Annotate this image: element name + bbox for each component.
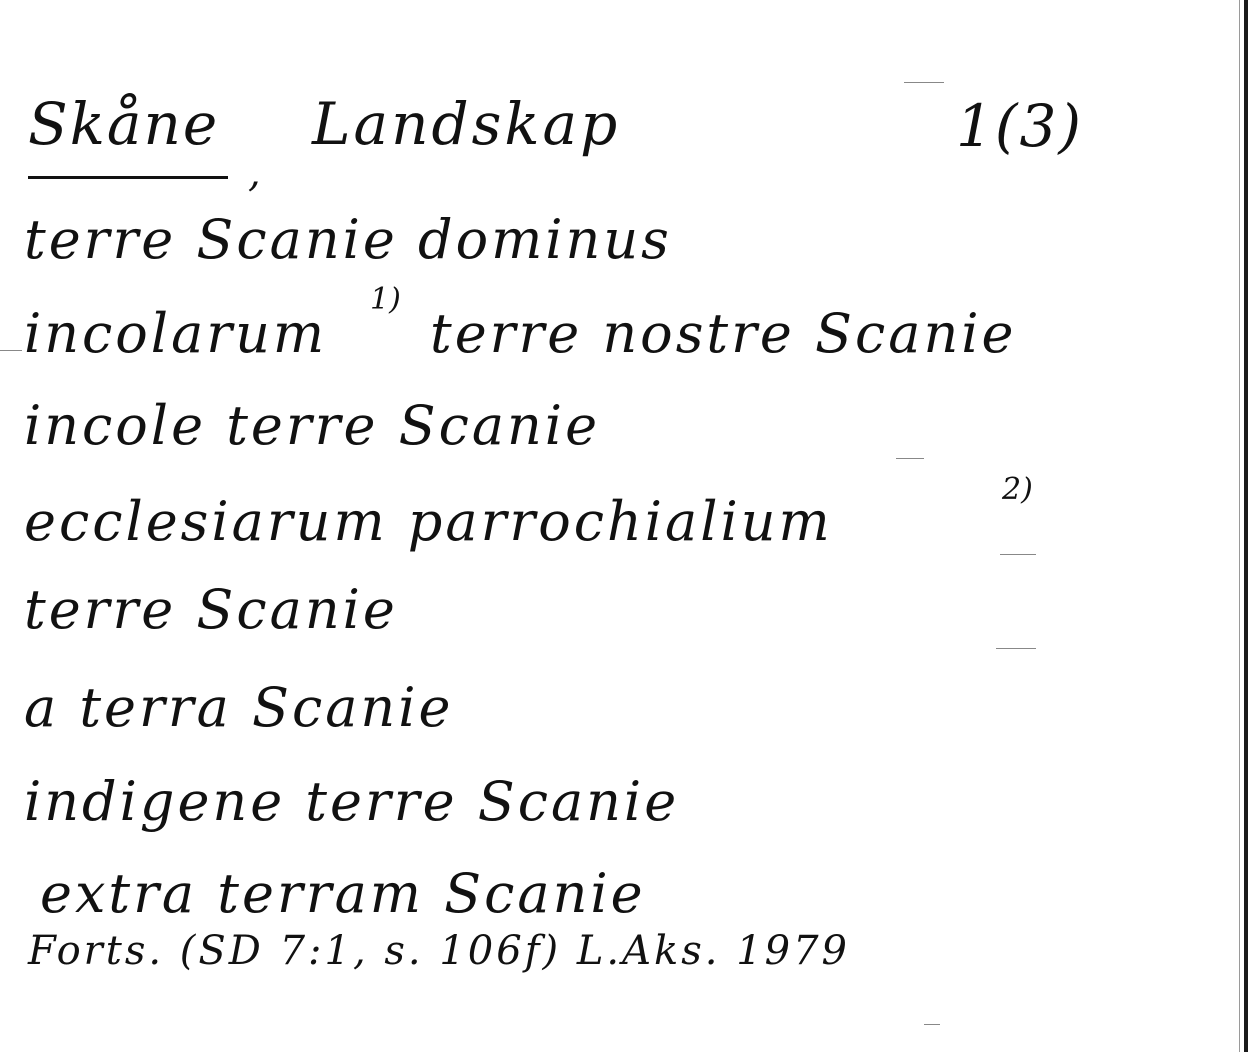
footnote-mark-2: 2): [1002, 472, 1033, 507]
entry-line-1: terre Scanie dominus: [24, 208, 672, 271]
entry-line-4: ecclesiarum parrochialium: [24, 490, 833, 553]
heading-place-name: Skåne: [28, 90, 220, 158]
entry-line-7: indigene terre Scanie: [24, 770, 680, 833]
entry-line-5: terre Scanie: [24, 578, 398, 641]
entry-line-8: extra terram Scanie: [40, 862, 646, 925]
heading-underline: [28, 176, 228, 179]
scan-speck: [0, 350, 22, 351]
scan-speck: [924, 1024, 940, 1025]
footer-reference: Forts. (SD 7:1, s. 106f) L.Aks. 1979: [28, 928, 850, 974]
scan-speck: [904, 82, 944, 83]
entry-line-3: incole terre Scanie: [24, 394, 601, 457]
heading-category: Landskap: [312, 90, 621, 158]
scan-speck: [996, 648, 1036, 649]
footnote-mark-1: 1): [370, 282, 401, 317]
heading-comma: ,: [248, 150, 261, 196]
card-right-edge: [1244, 0, 1248, 1052]
entry-line-6: a terra Scanie: [24, 676, 454, 739]
scan-speck: [896, 458, 924, 459]
entry-line-2b: terre nostre Scanie: [430, 302, 1017, 365]
entry-line-2a: incolarum: [24, 302, 328, 365]
card-number: 1(3): [956, 92, 1084, 160]
scan-speck: [1000, 554, 1036, 555]
card-edge-shadow: [1239, 0, 1240, 1052]
